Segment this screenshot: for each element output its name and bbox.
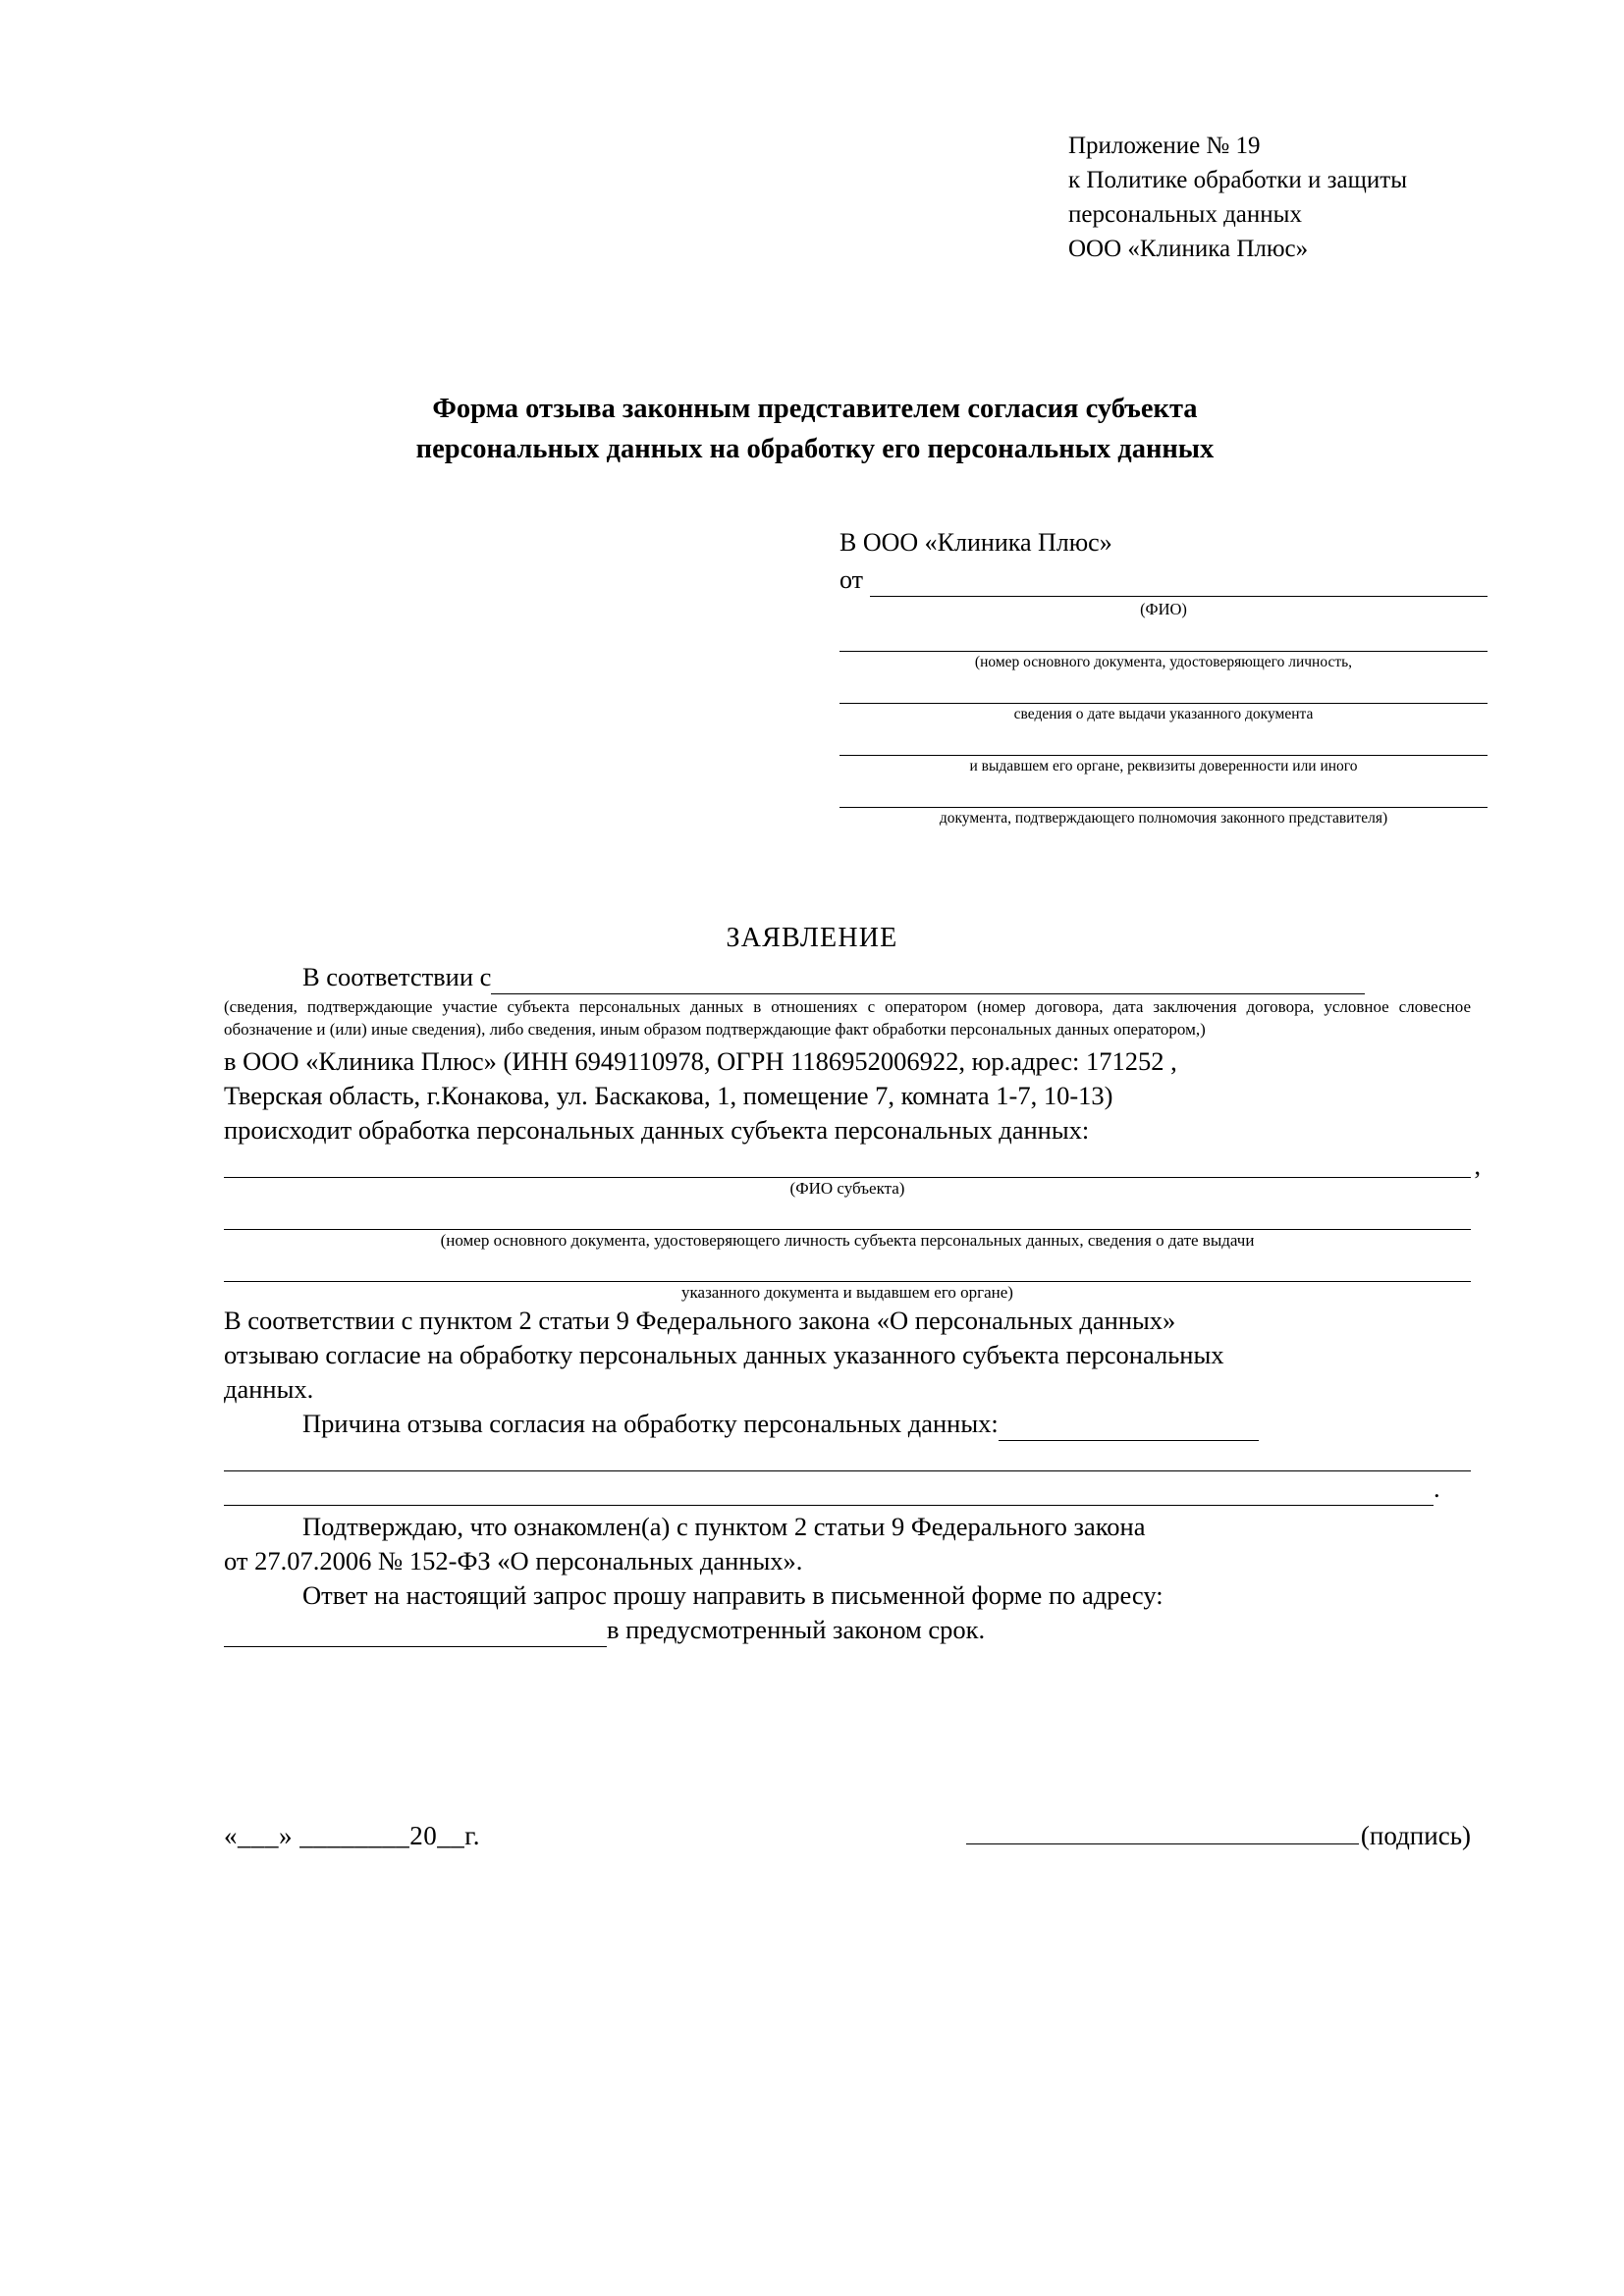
caption-fio-subject: (ФИО субъекта)	[789, 1179, 905, 1198]
doc-date-input[interactable]	[839, 672, 1488, 704]
statement-heading: ЗАЯВЛЕНИЕ	[726, 923, 898, 953]
confirm-text: Подтверждаю, что ознакомлен(а) с пунктом 2 статьи 9 Федерального закона	[302, 1512, 1146, 1541]
signature-field	[966, 1821, 1471, 1851]
reason-label: Причина отзыва согласия на обработку персональных данных:	[302, 1409, 999, 1438]
basis-input[interactable]	[491, 972, 1365, 994]
withdraw-line3: данных.	[224, 1374, 314, 1404]
caption-doc-date: сведения о дате выдачи указанного документа	[1013, 706, 1314, 722]
caption-doc-subject2: указанного документа и выдавшем его органе)	[681, 1283, 1013, 1302]
subject-doc-input[interactable]	[224, 1200, 1471, 1230]
from-fio-input[interactable]	[870, 573, 1488, 597]
subject-doc-input-2[interactable]	[224, 1252, 1471, 1282]
appendix-policy-line1: к Политике обработки и защиты	[1068, 167, 1408, 193]
page-title-line2: персональных данных на обработку его персональных данных	[415, 434, 1215, 464]
org-details-line2: Тверская область, г.Конакова, ул. Баскакова, 1, помещение 7, комната 1-7, 10-13)	[224, 1081, 1113, 1110]
document-body	[224, 960, 1471, 1647]
addressee-block	[839, 526, 1488, 828]
paragraph-basis	[224, 960, 1471, 994]
date-field[interactable]: «___» ________20__г.	[224, 1821, 481, 1850]
answer-address-input[interactable]	[224, 1625, 607, 1647]
caption-doc-subject: (номер основного документа, удостоверяющего личность субъекта персональных данных, сведения о дате выдачи	[440, 1231, 1255, 1250]
reason-input-2[interactable]	[224, 1441, 1471, 1471]
org-details-line1: в ООО «Клиника Плюс» (ИНН 6949110978, ОГРН 1186952006922, юр.адрес: 171252 ,	[224, 1046, 1177, 1076]
page-title-line1: Форма отзыва законным представителем согласия субъекта	[432, 394, 1198, 424]
signature-row	[224, 1821, 1471, 1851]
doc-number-input[interactable]	[839, 620, 1488, 652]
appendix-org-name: ООО «Клиника Плюс»	[1068, 236, 1309, 262]
confirm-line2: от 27.07.2006 № 152-ФЗ «О персональных данных».	[224, 1546, 803, 1575]
addressee-to: В ООО «Клиника Плюс»	[839, 528, 1112, 557]
doc-organ-input[interactable]	[839, 724, 1488, 756]
caption-doc-number: (номер основного документа, удостоверяющего личность,	[974, 654, 1353, 670]
answer-line2-row	[224, 1613, 1471, 1647]
signature-label: (подпись)	[1360, 1821, 1471, 1850]
answer-line1	[224, 1578, 1471, 1613]
subject-fio-input[interactable]	[224, 1148, 1471, 1178]
caption-doc-organ: и выдавшем его органе, реквизиты доверенности или иного	[969, 758, 1358, 774]
reason-input-3[interactable]	[224, 1483, 1434, 1506]
doc-power-input[interactable]	[839, 776, 1488, 808]
signature-input[interactable]	[966, 1824, 1359, 1844]
reason-input[interactable]	[999, 1418, 1259, 1441]
caption-doc-power: документа, подтверждающего полномочия законного представителя)	[939, 810, 1388, 827]
answer-term-text: в предусмотренный законом срок.	[607, 1615, 986, 1644]
answer-text: Ответ на настоящий запрос прошу направить в письменной форме по адресу:	[302, 1580, 1164, 1610]
from-label: от	[839, 565, 864, 594]
reason-row	[224, 1407, 1471, 1441]
basis-prefix: В соответствии с	[302, 962, 492, 991]
appendix-number: Приложение № 19	[1068, 133, 1261, 159]
confirm-line1	[224, 1510, 1471, 1544]
page-title	[255, 389, 1375, 469]
appendix-policy-line2: персональных данных	[1068, 201, 1302, 228]
appendix-header	[1068, 129, 1579, 266]
withdraw-line1: В соответствии с пунктом 2 статьи 9 Федерального закона «О персональных данных»	[224, 1306, 1176, 1335]
reason-input-3-row	[224, 1471, 1471, 1506]
note-basis: (сведения, подтверждающие участие субъекта персональных данных в отношениях с оператором (номер договора, дата заключения договора, условное словесное обозначение и (или) иные сведения), либо сведения, иным образом подтверждающие факт обработки персональных данных оператором,)	[224, 997, 1471, 1039]
withdraw-line2: отзываю согласие на обработку персональных данных указанного субъекта персональных	[224, 1340, 1224, 1369]
reason-period: .	[1434, 1473, 1440, 1503]
org-details-line3: происходит обработка персональных данных субъекта персональных данных:	[224, 1115, 1090, 1145]
caption-fio: (ФИО)	[1140, 600, 1187, 618]
from-row	[839, 563, 1488, 597]
